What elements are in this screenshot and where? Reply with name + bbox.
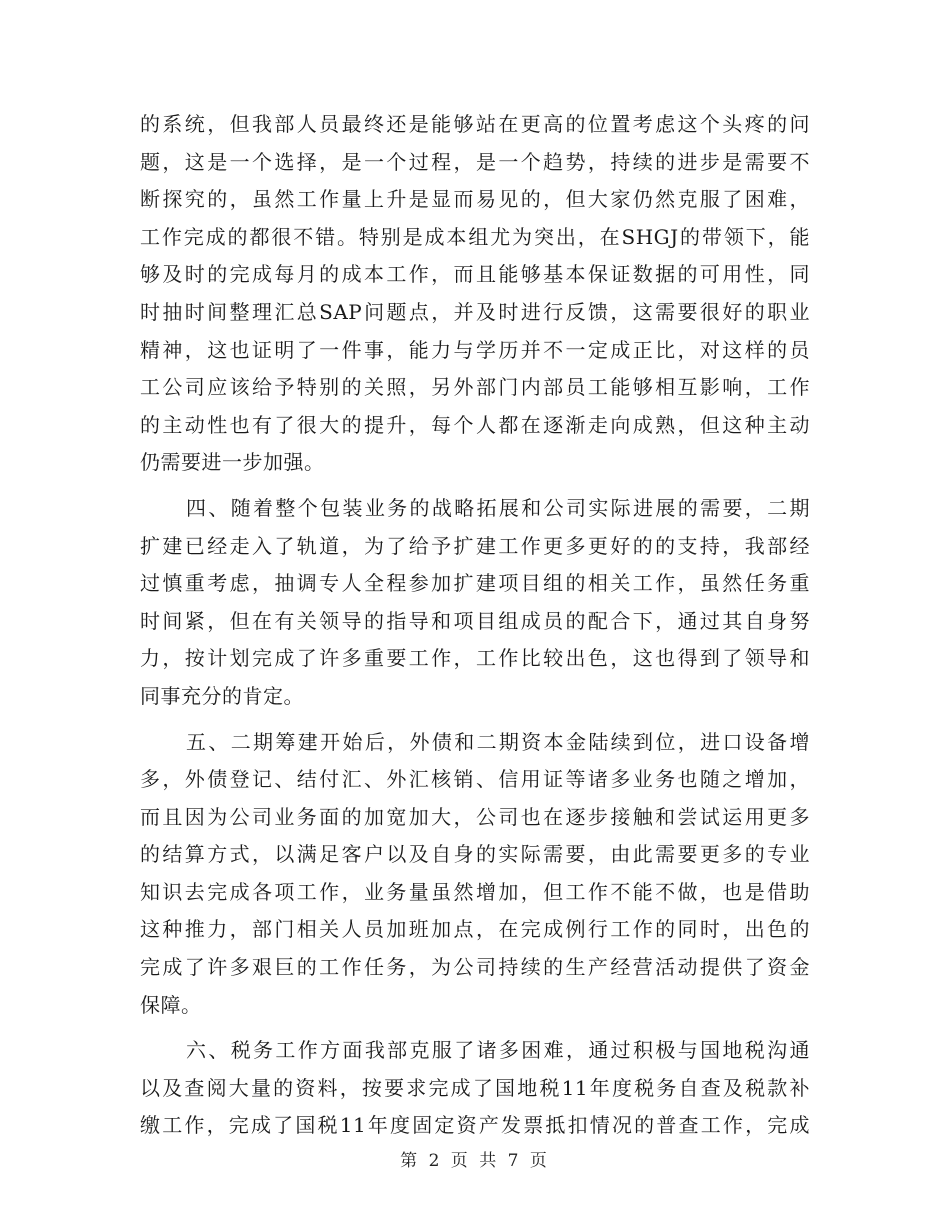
paragraph-section-five (140, 724, 810, 1025)
text-line: 精神，这也证明了一件事，能力与学历并不一定成正比，对这样的员 (140, 337, 810, 362)
document-body (140, 106, 810, 1145)
text-line: 扩建已经走入了轨道，为了给予扩建工作更多更好的的支持，我部经 (140, 533, 810, 558)
text-line: 题，这是一个选择，是一个过程，是一个趋势，持续的进步是需要不 (140, 149, 810, 174)
paragraph-section-four (140, 490, 810, 716)
text-line: 工作完成的都很不错。特别是成本组尤为突出，在SHGJ的带领下，能 (140, 224, 810, 249)
text-line: 够及时的完成每月的成本工作，而且能够基本保证数据的可用性，同 (140, 262, 810, 287)
paragraph-continuation (140, 106, 810, 482)
paragraph-gap (140, 716, 810, 724)
paragraph-gap (140, 482, 810, 490)
text-line: 过慎重考虑，抽调专人全程参加扩建项目组的相关工作，虽然任务重 (140, 571, 810, 596)
text-line: 的结算方式，以满足客户以及自身的实际需要，由此需要更多的专业 (140, 842, 810, 867)
text-line: 时间紧，但在有关领导的指导和项目组成员的配合下，通过其自身努 (140, 608, 810, 633)
text-line: 时抽时间整理汇总SAP问题点，并及时进行反馈，这需要很好的职业 (140, 299, 810, 324)
text-line: 这种推力，部门相关人员加班加点，在完成例行工作的同时，出色的 (140, 917, 810, 942)
text-line: 多，外债登记、结付汇、外汇核销、信用证等诸多业务也随之增加， (140, 767, 810, 792)
text-line: 以及查阅大量的资料，按要求完成了国地税11年度税务自查及税款补 (140, 1075, 810, 1100)
page-number-footer: 第 2 页 共 7 页 (400, 1151, 550, 1171)
text-line: 完成了许多艰巨的工作任务，为公司持续的生产经营活动提供了资金 (140, 955, 810, 980)
text-line: 的系统，但我部人员最终还是能够站在更高的位置考虑这个头疼的问 (140, 112, 810, 136)
text-line: 四、随着整个包装业务的战略拓展和公司实际进展的需要，二期 (186, 495, 810, 520)
text-line: 缴工作，完成了国税11年度固定资产发票抵扣情况的普查工作，完成 (140, 1113, 810, 1138)
text-line: 力，按计划完成了许多重要工作，工作比较出色，这也得到了领导和 (140, 646, 810, 671)
text-line: 而且因为公司业务面的加宽加大，公司也在逐步接触和尝试运用更多 (140, 804, 810, 829)
text-line: 工公司应该给予特别的关照，另外部门内部员工能够相互影响，工作 (140, 375, 810, 400)
paragraph-section-six (140, 1032, 810, 1145)
paragraph-gap (140, 1024, 810, 1032)
text-line: 断探究的，虽然工作量上升是显而易见的，但大家仍然克服了困难， (140, 187, 810, 212)
text-line: 的主动性也有了很大的提升，每个人都在逐渐走向成熟，但这种主动 (140, 412, 810, 437)
text-line: 六、税务工作方面我部克服了诸多困难，通过积极与国地税沟通 (186, 1038, 810, 1063)
text-line: 知识去完成各项工作，业务量虽然增加，但工作不能不做，也是借助 (140, 879, 810, 904)
text-line: 五、二期筹建开始后，外债和二期资本金陆续到位，进口设备增 (186, 729, 810, 754)
text-line: 同事充分的肯定。 (140, 683, 304, 708)
text-line: 仍需要进一步加强。 (140, 450, 325, 475)
text-line: 保障。 (140, 992, 202, 1017)
